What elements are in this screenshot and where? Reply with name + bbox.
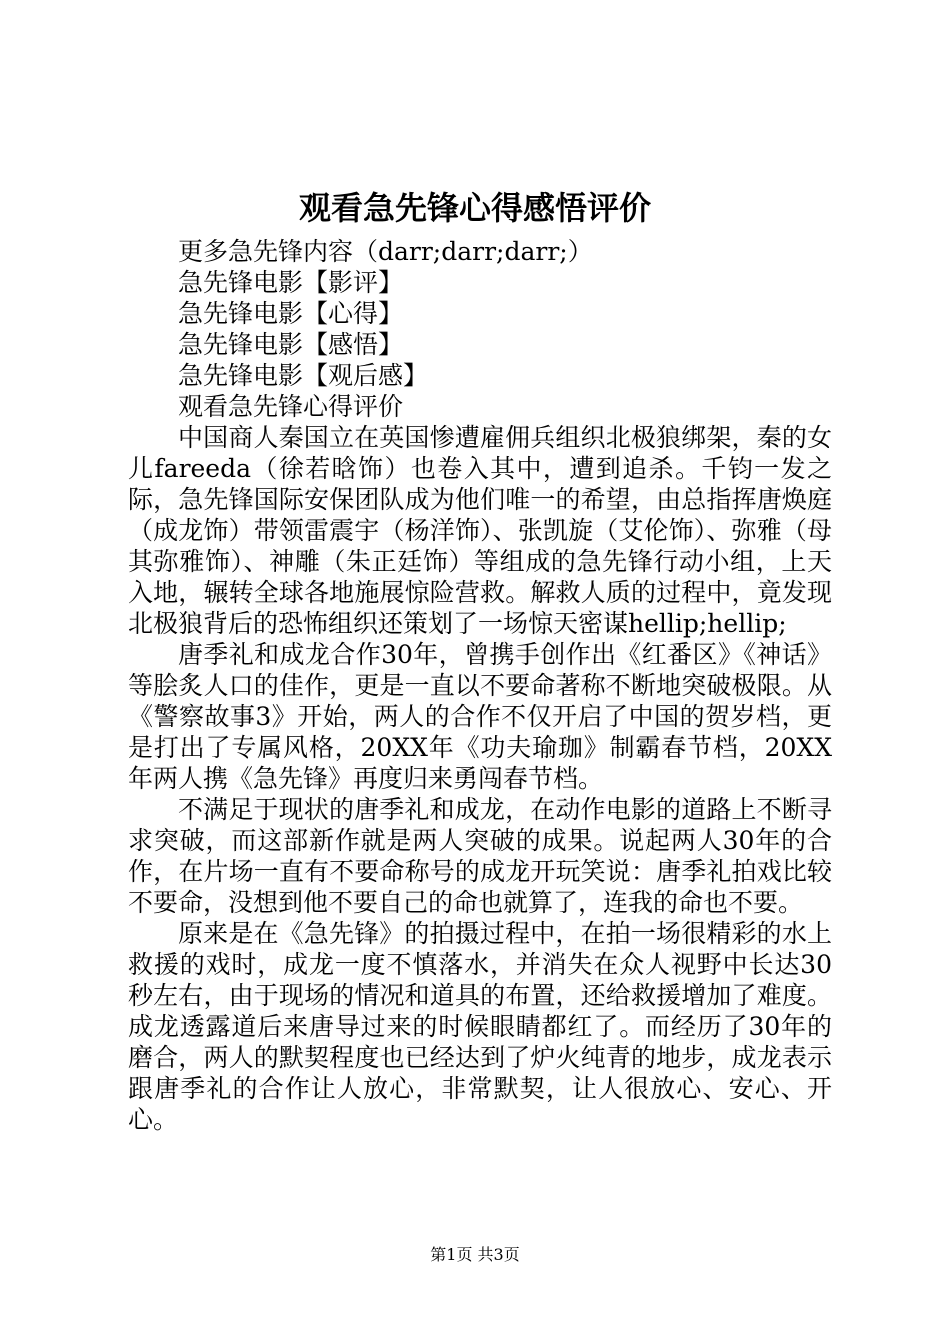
page-footer: 第1页 共3页 (430, 1245, 520, 1264)
document-body (128, 236, 832, 1135)
paragraph: 唐季礼和成龙合作30年，曾携手创作出《红番区》《神话》等脍炙人口的佳作，更是一直以不要命著称不断地突破极限。从《警察故事3》开始，两人的合作不仅开启了中国的贺岁档，更是打出了专属风格，20XX年《功夫瑜珈》制霸春节档，20XX年两人携《急先锋》再度归来勇闯春节档。 (128, 640, 832, 793)
link-experience: 急先锋电影【心得】 (178, 299, 404, 328)
section-heading: 观看急先锋心得评价 (178, 392, 404, 421)
paragraph: 中国商人秦国立在英国惨遭雇佣兵组织北极狼绑架，秦的女儿fareeda（徐若晗饰）也卷入其中，遭到追杀。千钧一发之际，急先锋国际安保团队成为他们唯一的希望，由总指挥唐焕庭（成龙饰）带领雷震宇（杨洋饰）、张凯旋（艾伦饰）、弥雅（母其弥雅饰）、神雕（朱正廷饰）等组成的急先锋行动小组，上天入地，辗转全球各地施展惊险营救。解救人质的过程中，竟发现北极狼背后的恐怖组织还策划了一场惊天密谋hellip;hellip; (128, 423, 832, 638)
more-content-line: 更多急先锋内容（darr;darr;darr;） (178, 237, 593, 266)
link-insight: 急先锋电影【感悟】 (178, 330, 404, 359)
paragraph: 原来是在《急先锋》的拍摄过程中，在拍一场很精彩的水上救援的戏时，成龙一度不慎落水，并消失在众人视野中长达30秒左右，由于现场的情况和道具的布置，还给救援增加了难度。成龙透露道后来唐导过来的时候眼睛都红了。而经历了30年的磨合，两人的默契程度也已经达到了炉火纯青的地步，成龙表示跟唐季礼的合作让人放心，非常默契，让人很放心、安心、开心。 (128, 919, 832, 1134)
paragraph: 不满足于现状的唐季礼和成龙，在动作电影的道路上不断寻求突破，而这部新作就是两人突破的成果。说起两人30年的合作，在片场一直有不要命称号的成龙开玩笑说：唐季礼拍戏比较不要命，没想到他不要自己的命也就算了，连我的命也不要。 (128, 795, 832, 917)
link-afterthoughts: 急先锋电影【观后感】 (178, 361, 429, 390)
link-review: 急先锋电影【影评】 (178, 268, 404, 297)
document-title: 观看急先锋心得感悟评价 (298, 189, 651, 227)
